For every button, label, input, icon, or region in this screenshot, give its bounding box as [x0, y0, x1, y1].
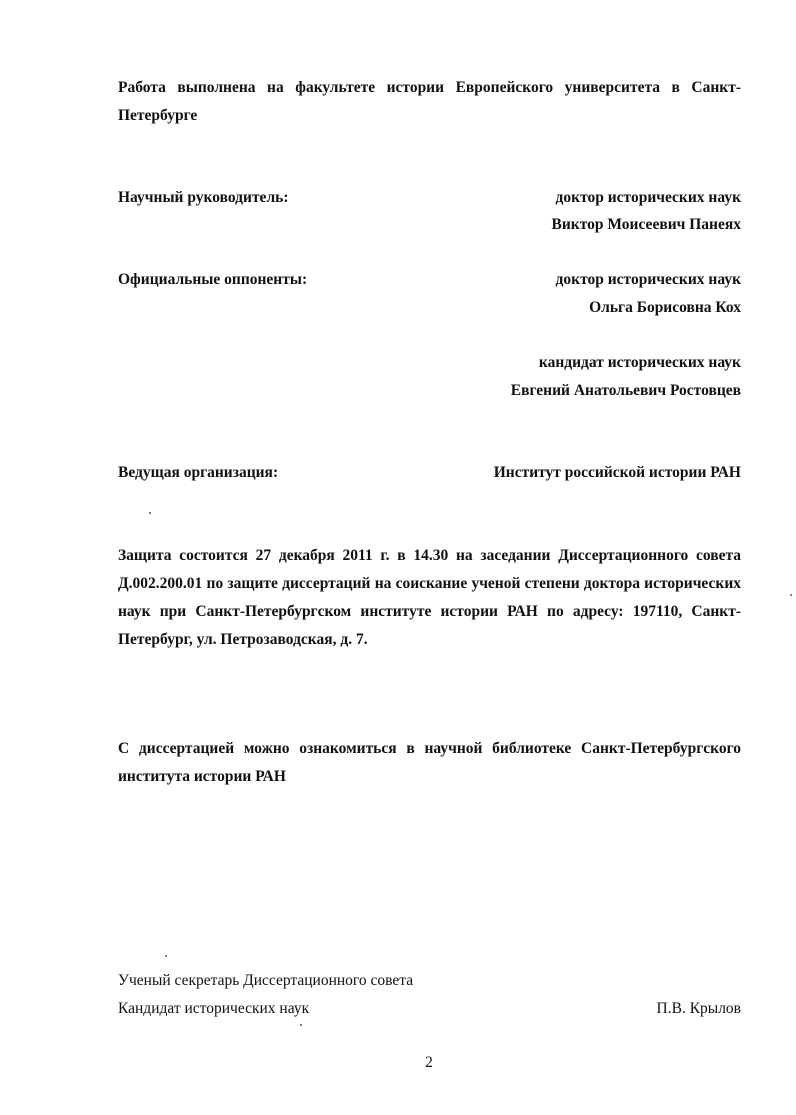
supervisor-row — [118, 188, 741, 208]
intro-text: Работа выполнена на факультете истории Европейского университета в Санкт-Петербурге — [118, 79, 741, 124]
lead-org-value: Институт российской истории РАН — [493, 464, 741, 481]
secretary-degree: Кандидат исторических наук — [118, 1000, 310, 1017]
opponent-2-degree: кандидат исторических наук — [538, 354, 741, 371]
opponent-2-name: Евгений Анатольевич Ростовцев — [510, 382, 741, 399]
lead-org-row — [118, 463, 741, 483]
opponent-1-name: Ольга Борисовна Кох — [589, 299, 741, 316]
opponents-row — [118, 270, 741, 290]
library-text: С диссертацией можно ознакомиться в научной библиотеке Санкт-Петербургского института истории РАН — [118, 740, 741, 785]
lead-org-label: Ведущая организация: — [118, 464, 279, 481]
opponents-label: Официальные оппоненты: — [118, 271, 308, 288]
secretary-name: П.В. Крылов — [656, 1000, 741, 1017]
scan-speck — [790, 594, 792, 596]
supervisor-degree: доктор исторических наук — [555, 189, 741, 206]
secretary-row — [118, 999, 741, 1019]
supervisor-name: Виктор Моисеевич Панеях — [551, 216, 741, 233]
scan-speck — [149, 512, 151, 514]
page-number: 2 — [425, 1054, 433, 1071]
secretary-title: Ученый секретарь Диссертационного совета — [118, 972, 414, 989]
defense-text: Защита состоится 27 декабря 2011 г. в 14.30 на заседании Диссертационного совета Д.002.200.01 по защите диссертаций на соискание ученой степени доктора исторических наук при Санкт-Петербургском институте истории РАН по адресу: 197110, Санкт-Петербург, ул. Петрозаводская, д. 7. — [118, 547, 741, 648]
intro-paragraph — [118, 74, 741, 130]
scan-speck — [165, 955, 167, 957]
opponent-1-degree: доктор исторических наук — [555, 271, 741, 288]
scan-speck — [300, 1024, 302, 1026]
defense-paragraph — [118, 542, 741, 654]
library-paragraph — [118, 735, 741, 791]
supervisor-label: Научный руководитель: — [118, 189, 289, 206]
